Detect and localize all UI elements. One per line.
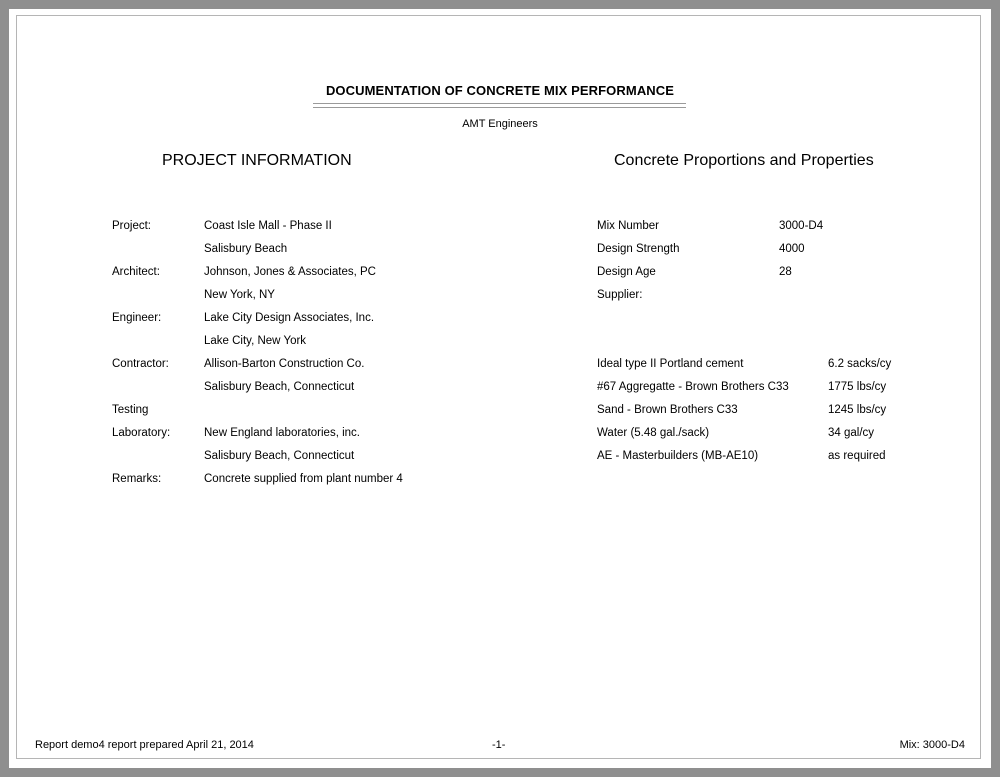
contractor-location: Salisbury Beach, Connecticut [204,381,355,393]
material-water-qty: 34 gal/cy [828,427,875,439]
architect-location: New York, NY [204,289,275,301]
project-info-heading: PROJECT INFORMATION [162,152,352,169]
company-name: AMT Engineers [462,118,538,130]
architect-label: Architect: [112,266,160,278]
laboratory-value: New England laboratories, inc. [204,427,360,439]
material-admixture-qty: as required [828,450,886,462]
design-age-value: 28 [779,266,792,278]
design-strength-value: 4000 [779,243,805,255]
remarks-label: Remarks: [112,473,162,485]
architect-value: Johnson, Jones & Associates, PC [204,266,376,278]
material-cement-name: Ideal type II Portland cement [597,358,744,370]
material-water-name: Water (5.48 gal./sack) [597,427,710,439]
material-aggregate-qty: 1775 lbs/cy [828,381,887,393]
title-rule-bottom [313,107,686,108]
laboratory-location: Salisbury Beach, Connecticut [204,450,355,462]
project-location: Salisbury Beach [204,243,288,255]
engineer-location: Lake City, New York [204,335,307,347]
design-strength-label: Design Strength [597,243,680,255]
footer-page-number: -1- [492,739,506,751]
footer-mix-id: Mix: 3000-D4 [899,739,965,751]
footer-report-info: Report demo4 report prepared April 21, 2014 [35,739,254,751]
design-age-label: Design Age [597,266,656,278]
document-title: DOCUMENTATION OF CONCRETE MIX PERFORMANCE [325,83,675,98]
contractor-value: Allison-Barton Construction Co. [204,358,365,370]
project-value: Coast Isle Mall - Phase II [204,220,332,232]
supplier-label: Supplier: [597,289,643,301]
engineer-label: Engineer: [112,312,162,324]
material-cement-qty: 6.2 sacks/cy [828,358,892,370]
material-admixture-name: AE - Masterbuilders (MB-AE10) [597,450,759,462]
engineer-value: Lake City Design Associates, Inc. [204,312,375,324]
remarks-value: Concrete supplied from plant number 4 [204,473,403,485]
mix-number-label: Mix Number [597,220,659,232]
material-aggregate-name: #67 Aggregatte - Brown Brothers C33 [597,381,789,393]
material-sand-name: Sand - Brown Brothers C33 [597,404,738,416]
material-sand-qty: 1245 lbs/cy [828,404,887,416]
concrete-heading: Concrete Proportions and Properties [614,152,874,169]
laboratory-label: Laboratory: [112,427,171,439]
project-label: Project: [112,220,151,232]
mix-number-value: 3000-D4 [779,220,824,232]
title-rule-top [313,103,686,104]
contractor-label: Contractor: [112,358,169,370]
testing-label: Testing [112,404,149,416]
